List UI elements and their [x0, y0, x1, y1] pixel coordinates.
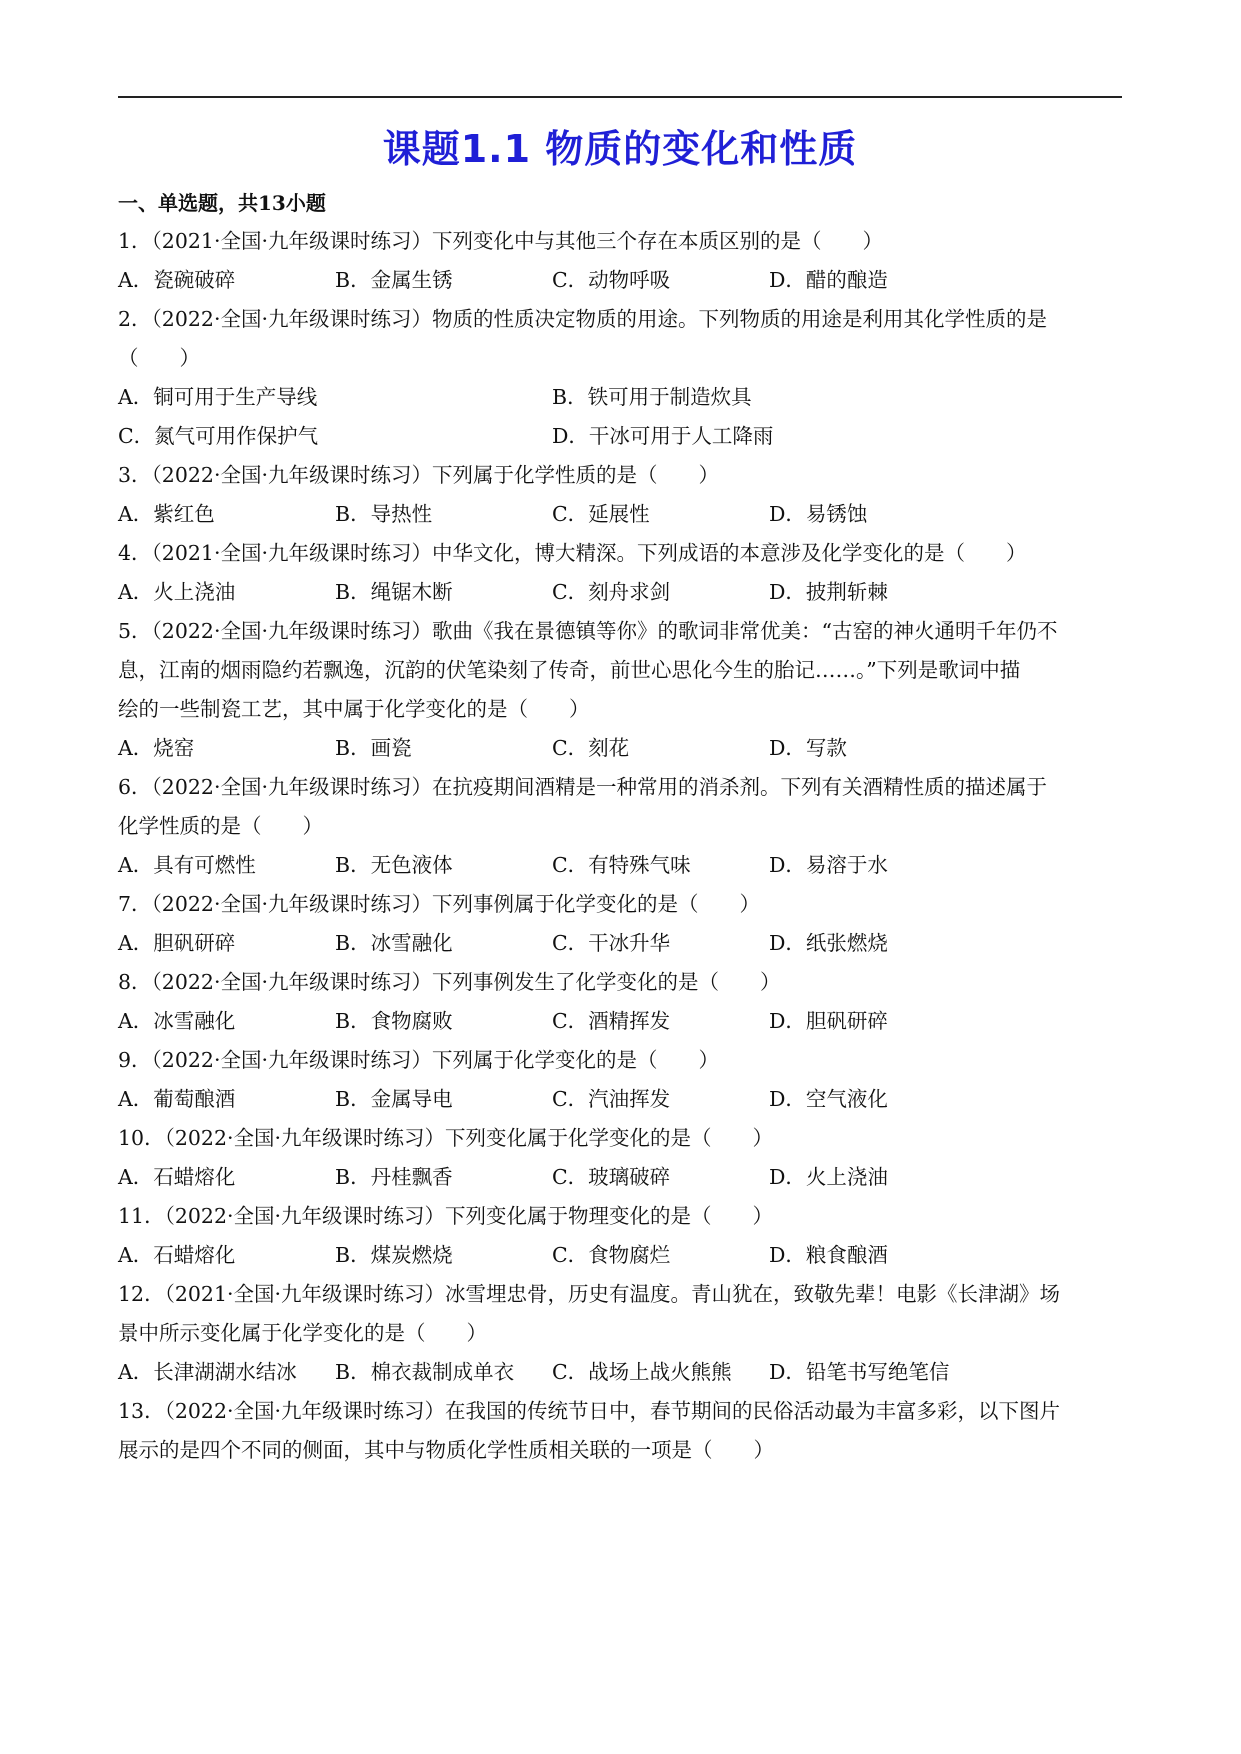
- question-stem: 10．（2022·全国·九年级课时练习）下列变化属于化学变化的是（ ）: [118, 1126, 774, 1150]
- option-c: C．玻璃破碎: [552, 1165, 671, 1189]
- option-c: C．酒精挥发: [552, 1009, 671, 1033]
- question-stem: 1．（2021·全国·九年级课时练习）下列变化中与其他三个存在本质区别的是（ ）: [118, 229, 883, 253]
- options-row: [118, 261, 1122, 300]
- option-c: C．氮气可用作保护气: [118, 424, 319, 448]
- option-b: B．铁可用于制造炊具: [552, 385, 752, 409]
- option-d: D．纸张燃烧: [769, 931, 888, 955]
- option-c: C．延展性: [552, 502, 650, 526]
- option-c: C．汽油挥发: [552, 1087, 671, 1111]
- question-stem: 3．（2022·全国·九年级课时练习）下列属于化学性质的是（ ）: [118, 463, 719, 487]
- option-a: A．长津湖湖水结冰: [118, 1360, 297, 1384]
- option-a: A．瓷碗破碎: [118, 268, 236, 292]
- options-row: [118, 924, 1122, 963]
- section-heading: 一、单选题，共13小题: [118, 191, 326, 215]
- option-b: B．煤炭燃烧: [335, 1243, 453, 1267]
- question-stem: 6．（2022·全国·九年级课时练习）在抗疫期间酒精是一种常用的消杀剂。下列有关酒精性质的描述属于: [118, 775, 1047, 799]
- option-c: C．有特殊气味: [552, 853, 691, 877]
- option-a: A．紫红色: [118, 502, 215, 526]
- option-b: B．丹桂飘香: [335, 1165, 453, 1189]
- option-d: D．披荆斩棘: [769, 580, 888, 604]
- options-row: [118, 1080, 1122, 1119]
- option-a: A．冰雪融化: [118, 1009, 236, 1033]
- option-b: B．食物腐败: [335, 1009, 453, 1033]
- options-row: [118, 1353, 1122, 1392]
- option-c: C．食物腐烂: [552, 1243, 671, 1267]
- option-c: C．动物呼吸: [552, 268, 671, 292]
- options-row: [118, 1002, 1122, 1041]
- option-d: D．铅笔书写绝笔信: [769, 1360, 950, 1384]
- options-row: [118, 495, 1122, 534]
- option-b: B．无色液体: [335, 853, 453, 877]
- options-row: [118, 1236, 1122, 1275]
- question-stem: 11．（2022·全国·九年级课时练习）下列变化属于物理变化的是（ ）: [118, 1204, 774, 1228]
- option-c: C．干冰升华: [552, 931, 671, 955]
- question-stem: 12．（2021·全国·九年级课时练习）冰雪埋忠骨，历史有温度。青山犹在，致敬先辈！电影《长津湖》场: [118, 1282, 1061, 1306]
- option-d: D．干冰可用于人工降雨: [552, 424, 774, 448]
- question-stem-continued: 绘的一些制瓷工艺，其中属于化学变化的是（ ）: [118, 697, 590, 721]
- option-d: D．火上浇油: [769, 1165, 888, 1189]
- options-row: [118, 846, 1122, 885]
- options-row: [118, 1158, 1122, 1197]
- option-c: C．战场上战火熊熊: [552, 1360, 732, 1384]
- options-row: [118, 417, 1122, 456]
- question-stem-continued: 化学性质的是（ ）: [118, 814, 323, 838]
- question-stem: 5．（2022·全国·九年级课时练习）歌曲《我在景德镇等你》的歌词非常优美：“古窑的神火通明千年仍不: [118, 619, 1058, 643]
- option-b: B．冰雪融化: [335, 931, 453, 955]
- option-a: A．石蜡熔化: [118, 1165, 236, 1189]
- option-a: A．火上浇油: [118, 580, 236, 604]
- option-b: B．金属导电: [335, 1087, 453, 1111]
- option-d: D．易溶于水: [769, 853, 888, 877]
- option-d: D．醋的酿造: [769, 268, 888, 292]
- option-a: A．石蜡熔化: [118, 1243, 236, 1267]
- option-a: A．具有可燃性: [118, 853, 256, 877]
- option-d: D．易锈蚀: [769, 502, 868, 526]
- options-row: [118, 573, 1122, 612]
- question-stem: 2．（2022·全国·九年级课时练习）物质的性质决定物质的用途。下列物质的用途是利用其化学性质的是: [118, 307, 1047, 331]
- header-rule: [118, 96, 1122, 98]
- option-a: A．胆矾研碎: [118, 931, 236, 955]
- option-b: B．棉衣裁制成单衣: [335, 1360, 515, 1384]
- option-d: D．胆矾研碎: [769, 1009, 888, 1033]
- question-stem-continued: 景中所示变化属于化学变化的是（ ）: [118, 1321, 487, 1345]
- option-d: D．写款: [769, 736, 847, 760]
- question-stem-continued: 息，江南的烟雨隐约若飘逸，沉韵的伏笔染刻了传奇，前世心思化今生的胎记……。”下列是歌词中描: [118, 658, 1021, 682]
- question-stem-continued: （ ）: [118, 346, 200, 370]
- options-row: [118, 729, 1122, 768]
- option-c: C．刻舟求剑: [552, 580, 671, 604]
- option-d: D．空气液化: [769, 1087, 888, 1111]
- option-b: B．导热性: [335, 502, 433, 526]
- question-stem: 13．（2022·全国·九年级课时练习）在我国的传统节日中，春节期间的民俗活动最为丰富多彩，以下图片: [118, 1399, 1061, 1423]
- option-b: B．绳锯木断: [335, 580, 453, 604]
- question-stem: 7．（2022·全国·九年级课时练习）下列事例属于化学变化的是（ ）: [118, 892, 760, 916]
- option-d: D．粮食酿酒: [769, 1243, 888, 1267]
- option-a: A．烧窑: [118, 736, 195, 760]
- question-stem: 9．（2022·全国·九年级课时练习）下列属于化学变化的是（ ）: [118, 1048, 719, 1072]
- option-b: B．画瓷: [335, 736, 412, 760]
- option-c: C．刻花: [552, 736, 630, 760]
- option-a: A．铜可用于生产导线: [118, 385, 318, 409]
- question-list: [118, 184, 1122, 1470]
- option-a: A．葡萄酿酒: [118, 1087, 236, 1111]
- option-b: B．金属生锈: [335, 268, 453, 292]
- question-stem: 4．（2021·全国·九年级课时练习）中华文化，博大精深。下列成语的本意涉及化学变化的是（ ）: [118, 541, 1027, 565]
- page-title: 课题1.1 物质的变化和性质: [382, 127, 858, 171]
- question-stem-continued: 展示的是四个不同的侧面，其中与物质化学性质相关联的一项是（ ）: [118, 1438, 774, 1462]
- question-stem: 8．（2022·全国·九年级课时练习）下列事例发生了化学变化的是（ ）: [118, 970, 781, 994]
- options-row: [118, 378, 1122, 417]
